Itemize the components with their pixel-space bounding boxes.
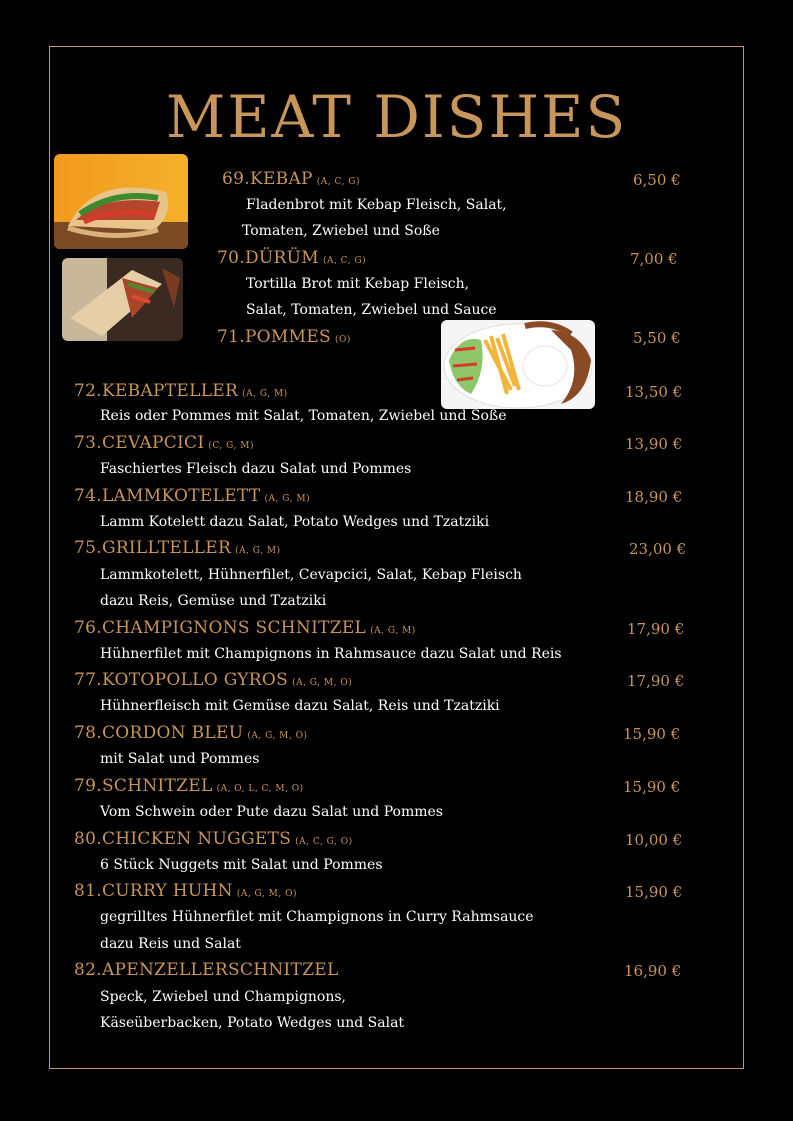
allergens: (A, G, M) <box>264 494 311 504</box>
item-price: 13,50 € <box>625 383 683 401</box>
menu-item <box>74 618 416 638</box>
item-title: 79.SCHNITZEL <box>74 776 213 796</box>
item-description: Hühnerfilet mit Champignons in Rahmsauce dazu Salat und Reis <box>100 646 562 662</box>
item-description: Tortilla Brot mit Kebap Fleisch, <box>246 276 470 292</box>
allergens: (O) <box>334 335 351 345</box>
item-title: 75.GRILLTELLER <box>74 538 232 558</box>
item-title: 77.KOTOPOLLO GYROS <box>74 670 289 690</box>
item-price: 5,50 € <box>633 329 681 347</box>
kebap-plate-photo <box>441 320 595 409</box>
item-description: dazu Reis und Salat <box>100 936 241 952</box>
item-description: Vom Schwein oder Pute dazu Salat und Pommes <box>100 804 443 820</box>
item-description: 6 Stück Nuggets mit Salat und Pommes <box>100 857 383 873</box>
menu-item <box>74 881 297 901</box>
menu-item <box>222 169 360 189</box>
allergens: (A, C, G) <box>322 256 367 266</box>
item-description: gegrilltes Hühnerfilet mit Champignons in Curry Rahmsauce <box>100 909 534 925</box>
menu-item <box>217 248 366 268</box>
menu-item <box>74 723 308 743</box>
item-title: 72.KEBAPTELLER <box>74 381 239 401</box>
item-price: 10,00 € <box>625 831 683 849</box>
allergens: (C, G, M) <box>208 441 254 451</box>
item-description: Lamm Kotelett dazu Salat, Potato Wedges und Tzatziki <box>100 514 490 530</box>
item-description: Faschiertes Fleisch dazu Salat und Pommes <box>100 461 412 477</box>
allergens: (A, G, M, O) <box>247 731 308 741</box>
allergens: (A, C, G) <box>316 177 360 187</box>
item-description: Reis oder Pommes mit Salat, Tomaten, Zwiebel und Soße <box>100 408 507 424</box>
menu-item <box>74 486 310 506</box>
item-title: 71.POMMES <box>217 327 331 347</box>
item-price: 17,90 € <box>627 620 685 638</box>
item-title: 78.CORDON BLEU <box>74 723 244 743</box>
item-title: 76.CHAMPIGNONS SCHNITZEL <box>74 618 367 638</box>
item-price: 17,90 € <box>627 672 685 690</box>
durum-photo <box>62 258 183 341</box>
item-description: mit Salat und Pommes <box>100 751 260 767</box>
item-description: Käseüberbacken, Potato Wedges und Salat <box>100 1015 405 1031</box>
item-description: Salat, Tomaten, Zwiebel und Sauce <box>246 302 497 318</box>
item-title: 73.CEVAPCICI <box>74 433 205 453</box>
item-description: Fladenbrot mit Kebap Fleisch, Salat, <box>246 197 507 213</box>
item-title: 74.LAMMKOTELETT <box>74 486 261 506</box>
menu-item <box>74 776 304 796</box>
item-title: 69.KEBAP <box>222 169 313 189</box>
item-price: 23,00 € <box>629 540 687 558</box>
item-price: 6,50 € <box>633 171 681 189</box>
menu-item <box>74 433 254 453</box>
menu-item <box>217 327 351 347</box>
item-description: Hühnerfleisch mit Gemüse dazu Salat, Reis und Tzatziki <box>100 698 500 714</box>
allergens: (A, C, G, O) <box>295 837 353 847</box>
item-title: 82.APENZELLERSCHNITZEL <box>74 960 339 980</box>
menu-item <box>74 829 353 849</box>
kebap-photo <box>54 154 188 249</box>
allergens: (A, G, M) <box>242 389 288 399</box>
allergens: (A, G, M, O) <box>292 678 353 688</box>
allergens: (A, G, M) <box>370 626 416 636</box>
item-description: dazu Reis, Gemüse und Tzatziki <box>100 593 327 609</box>
item-title: 70.DÜRÜM <box>217 248 319 268</box>
item-price: 15,90 € <box>623 725 681 743</box>
menu-item <box>74 381 288 401</box>
allergens: (A, G, M) <box>235 546 281 556</box>
allergens: (A, O, L, C, M, O) <box>216 784 304 794</box>
item-price: 15,90 € <box>625 883 683 901</box>
menu-item <box>74 538 281 558</box>
item-title: 81.CURRY HUHN <box>74 881 233 901</box>
menu-item <box>74 670 352 690</box>
item-price: 7,00 € <box>630 250 678 268</box>
item-title: 80.CHICKEN NUGGETS <box>74 829 292 849</box>
item-description: Speck, Zwiebel und Champignons, <box>100 989 347 1005</box>
item-description: Tomaten, Zwiebel und Soße <box>242 223 440 239</box>
item-description: Lammkotelett, Hühnerfilet, Cevapcici, Salat, Kebap Fleisch <box>100 567 522 583</box>
item-price: 18,90 € <box>625 488 683 506</box>
item-price: 16,90 € <box>624 962 682 980</box>
menu-item <box>74 960 343 980</box>
page-title: MEAT DISHES <box>165 83 628 151</box>
allergens: (A, G, M, O) <box>236 889 297 899</box>
item-price: 15,90 € <box>623 778 681 796</box>
item-price: 13,90 € <box>625 435 683 453</box>
